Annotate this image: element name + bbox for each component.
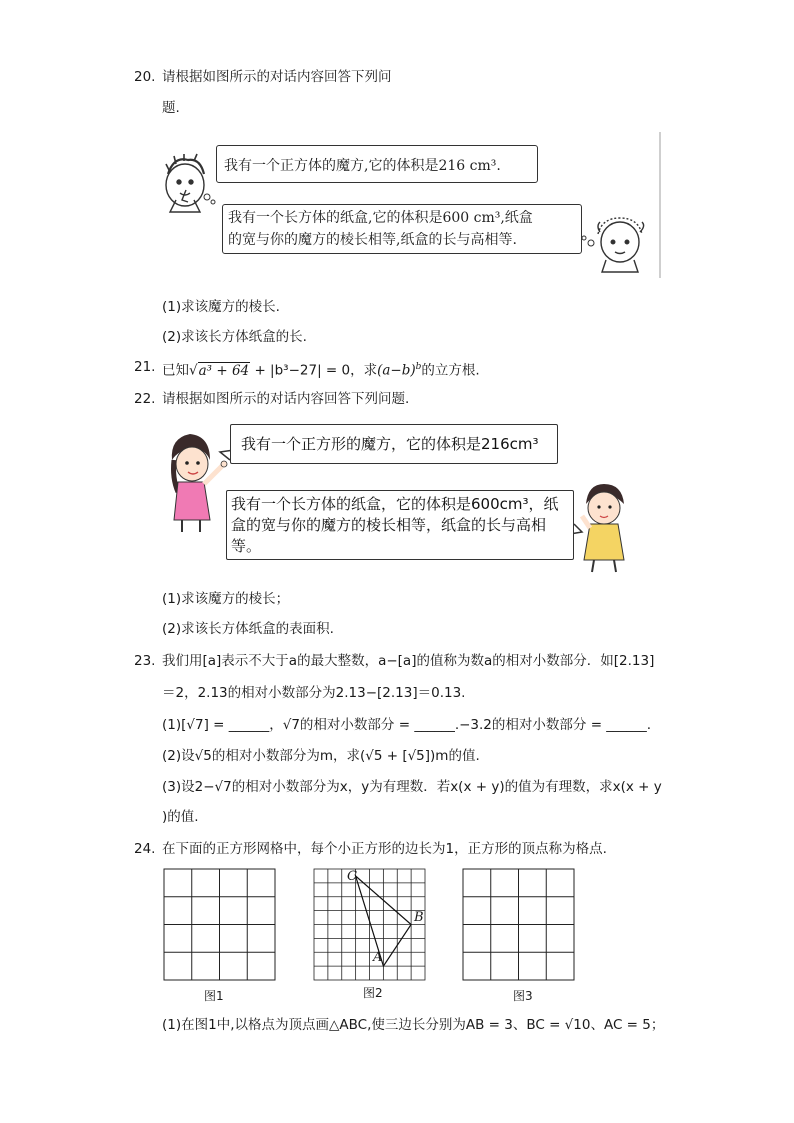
q20-bubble-top-text: 我有一个正方体的魔方,它的体积是216 cm³. bbox=[224, 158, 501, 174]
q23-sub2: (2)设√5的相对小数部分为m，求(√5 + [√5])m的值. bbox=[162, 748, 480, 764]
q22-dialogue-figure bbox=[164, 420, 644, 576]
figure-1-grid bbox=[163, 868, 277, 982]
q23-text-line2: ＝2，2.13的相对小数部分为2.13−[2.13]＝0.13. bbox=[162, 685, 466, 701]
q22-bubble-bottom bbox=[226, 490, 574, 560]
sqrt-icon: √ bbox=[189, 362, 198, 379]
q22-bubble-bottom-line2: 盒的宽与你的魔方的棱长相等，纸盒的长与高相 bbox=[231, 516, 547, 534]
q20-number: 20. bbox=[134, 69, 156, 85]
q20-text-line1: 请根据如图所示的对话内容回答下列问 bbox=[162, 69, 392, 85]
q22-sub2: (2)求该长方体纸盒的表面积. bbox=[162, 621, 334, 637]
q20-bubble-bottom-line1: 我有一个长方体的纸盒,它的体积是600 cm³,纸盒 bbox=[228, 210, 533, 226]
boy-cartoon-icon bbox=[582, 484, 624, 572]
q23-number: 23. bbox=[134, 653, 156, 669]
q22-bubble-bottom-line1: 我有一个长方体的纸盒，它的体积是600cm³，纸 bbox=[231, 495, 559, 513]
label-b: B bbox=[414, 910, 424, 925]
q21-prefix: 已知 bbox=[162, 362, 189, 379]
q23-sub3-line2: )的值. bbox=[162, 809, 199, 825]
q24-text: 在下面的正方形网格中，每个小正方形的边长为1，正方形的顶点称为格点. bbox=[162, 841, 607, 857]
figure-3-grid bbox=[462, 868, 576, 982]
boy-cartoon-icon bbox=[166, 154, 204, 212]
q20-text-line2: 题. bbox=[162, 100, 180, 116]
q20-bubble-bottom bbox=[222, 204, 582, 254]
q24-number: 24. bbox=[134, 841, 156, 857]
q21-expr: (a−b) bbox=[377, 362, 416, 379]
figure-2-grid bbox=[313, 868, 427, 982]
girl-cartoon-icon bbox=[598, 218, 644, 272]
q22-bubble-top bbox=[230, 424, 558, 464]
q20-sub2: (2)求该长方体纸盒的长. bbox=[162, 329, 307, 345]
q20-dialogue-figure bbox=[160, 130, 662, 280]
figure-1-caption: 图1 bbox=[204, 989, 224, 1003]
q21-text bbox=[162, 358, 480, 380]
label-c: C bbox=[347, 869, 357, 884]
q22-bubble-bottom-line3: 等。 bbox=[231, 537, 262, 555]
q21-middle: + |b³−27| = 0，求 bbox=[250, 362, 378, 379]
q21-exp: b bbox=[415, 362, 422, 372]
q21-radicand: a³ + 64 bbox=[198, 362, 250, 379]
label-a: A bbox=[373, 950, 383, 965]
girl-pink-cartoon-icon bbox=[172, 434, 227, 532]
q20-sub1: (1)求该魔方的棱长. bbox=[162, 299, 280, 315]
q22-text: 请根据如图所示的对话内容回答下列问题. bbox=[162, 391, 410, 407]
q23-text-line1: 我们用[a]表示不大于a的最大整数，a−[a]的值称为数a的相对小数部分．如[2.13] bbox=[162, 653, 655, 669]
q21-number: 21. bbox=[134, 359, 156, 375]
q24-sub1: (1)在图1中,以格点为顶点画△ABC,使三边长分别为AB = 3、BC = √10、AC = 5； bbox=[162, 1017, 665, 1033]
q20-bubble-top bbox=[216, 145, 538, 183]
q20-bubble-bottom-line2: 的宽与你的魔方的棱长相等,纸盒的长与高相等. bbox=[228, 232, 517, 248]
q22-bubble-top-text: 我有一个正方形的魔方，它的体积是216cm³ bbox=[241, 435, 539, 453]
q23-sub3-line1: (3)设2−√7的相对小数部分为x，y为有理数．若x(x + y)的值为有理数，求x(x + y bbox=[162, 779, 662, 795]
q22-sub1: (1)求该魔方的棱长； bbox=[162, 591, 290, 607]
q23-sub1: (1)[√7] = ______，√7的相对小数部分 = ______.−3.2的相对小数部分 = ______. bbox=[162, 717, 652, 733]
q22-number: 22. bbox=[134, 391, 156, 407]
figure-3-caption: 图3 bbox=[513, 989, 533, 1003]
figure-2-caption: 图2 bbox=[363, 986, 383, 1000]
q21-suffix: 的立方根. bbox=[421, 362, 480, 379]
